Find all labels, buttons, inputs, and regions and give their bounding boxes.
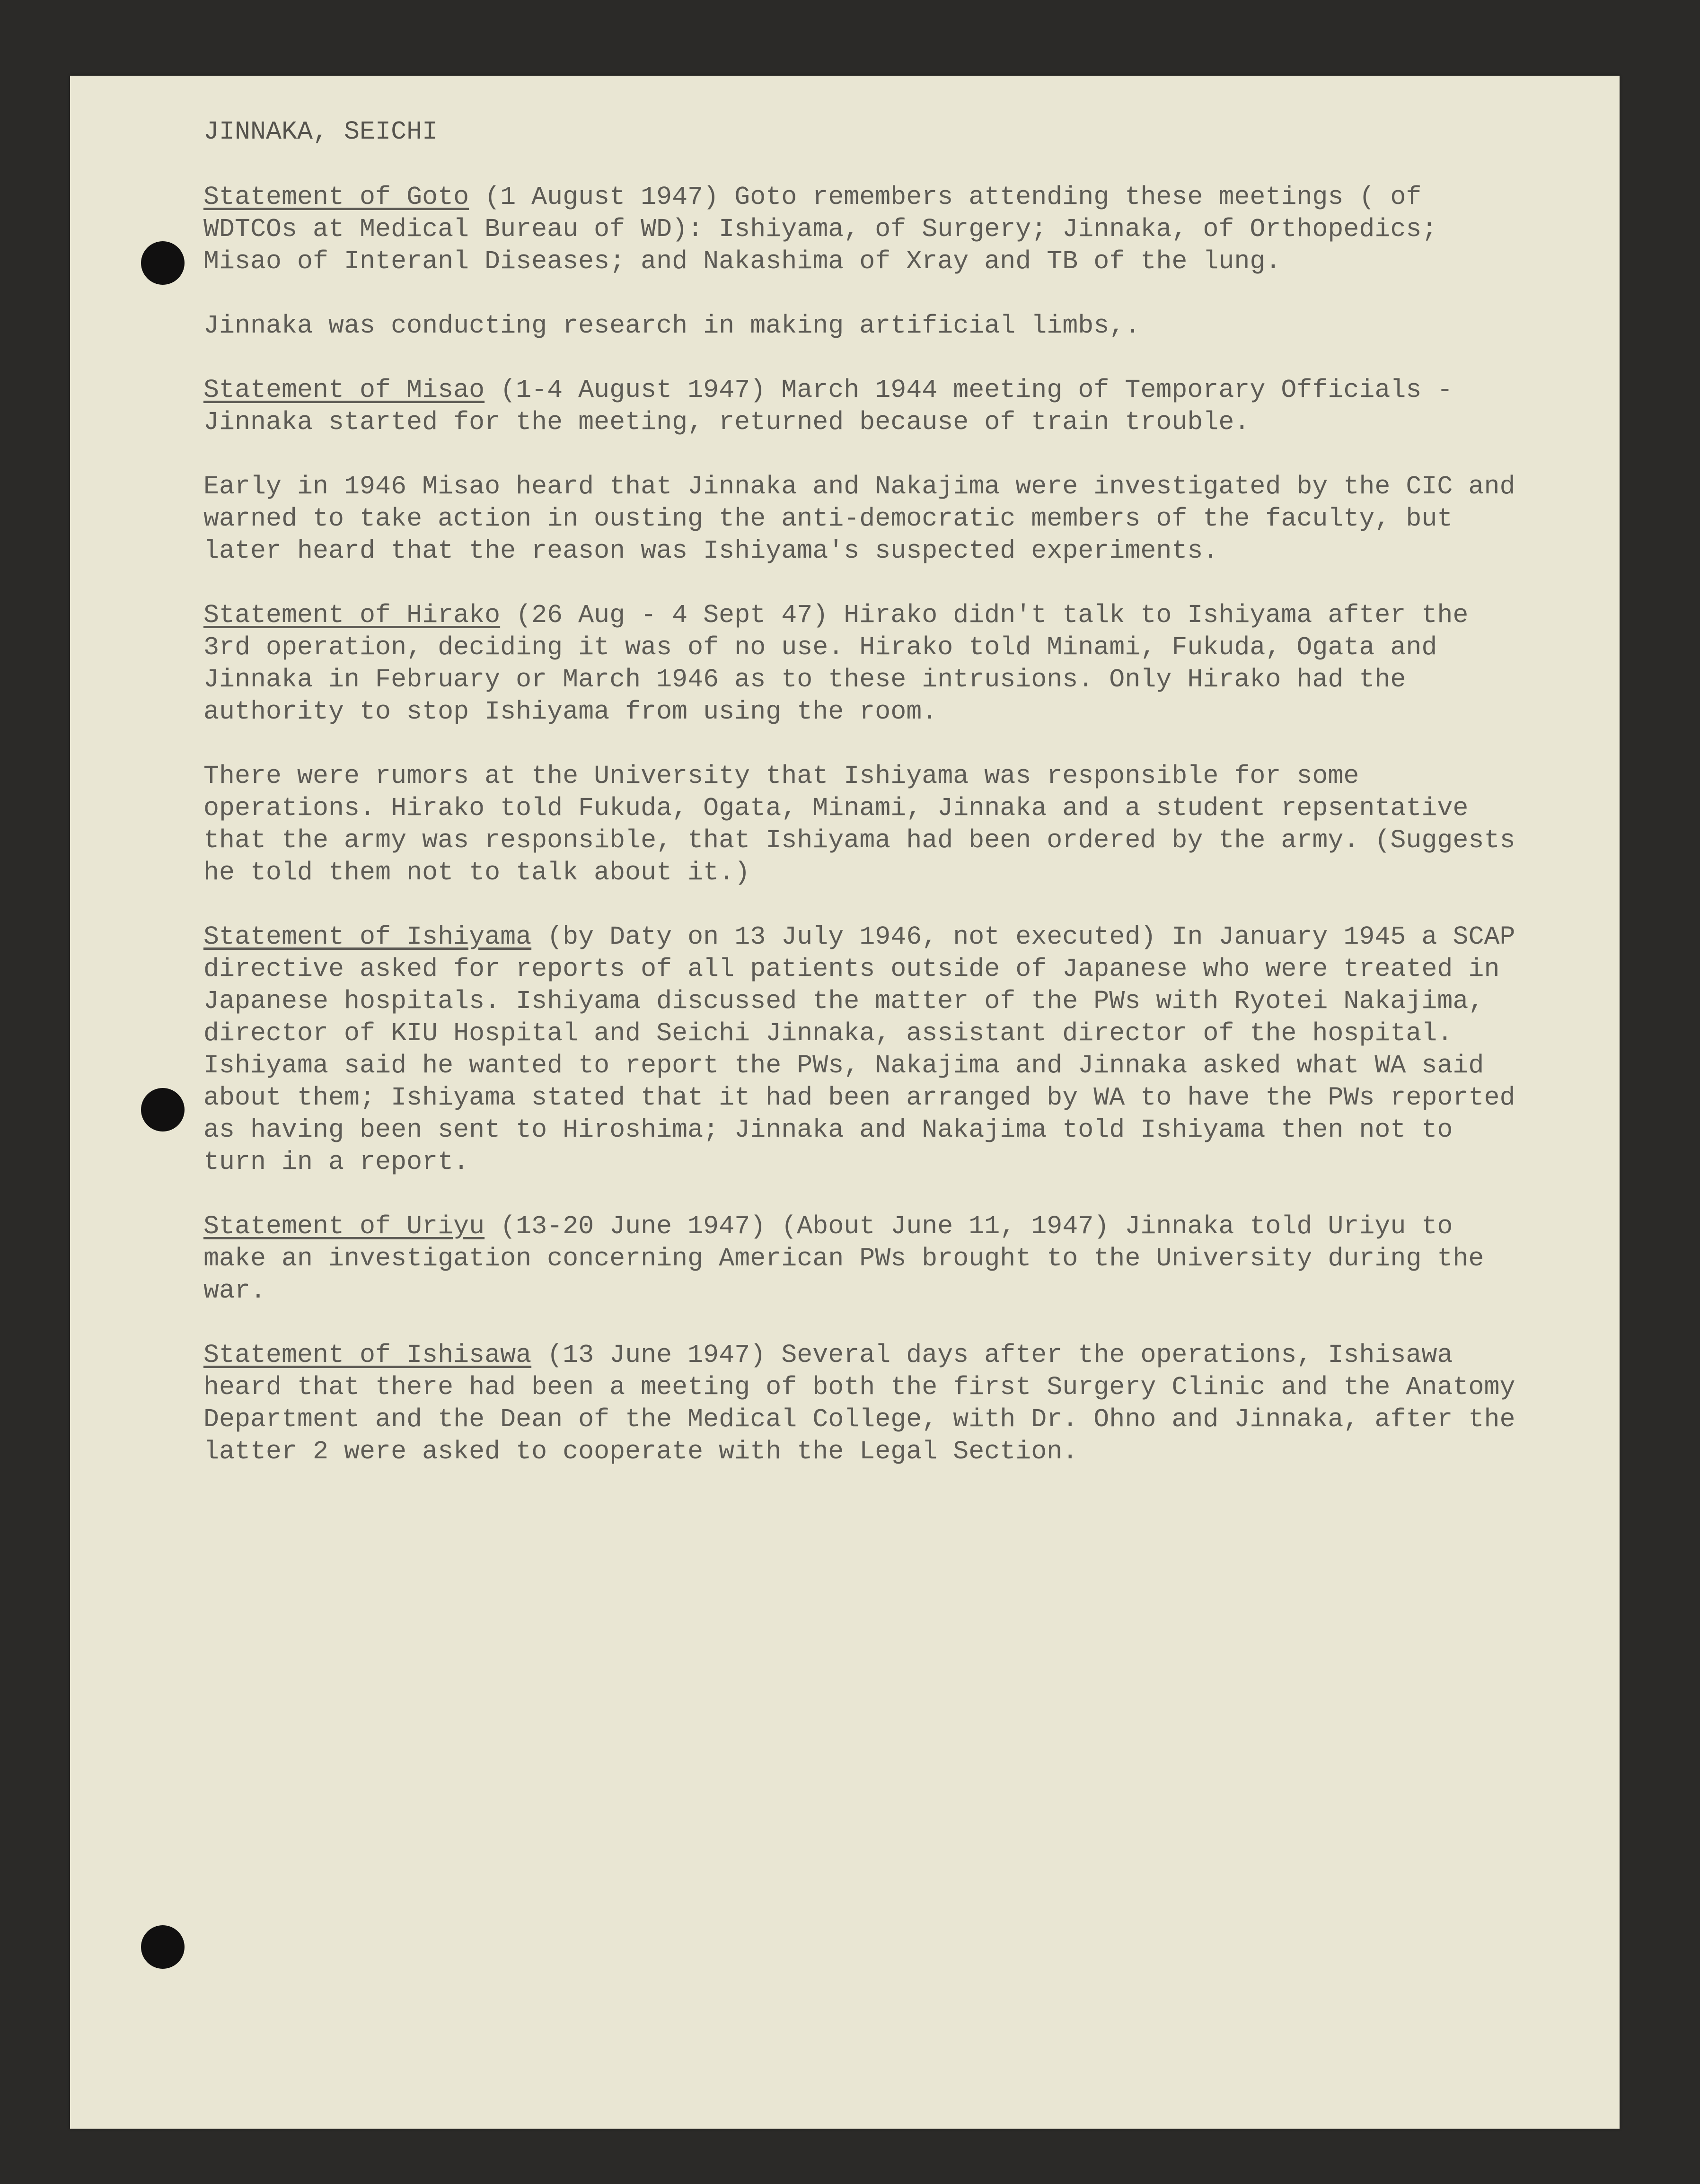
statement-label: Statement of Ishisawa [203,1340,532,1370]
paragraph-ishiyama [203,921,1528,1178]
paragraph-misao [203,374,1528,439]
paragraph-text: (26 Aug - 4 Sept 47) Hirako didn't talk to Ishiyama after the 3rd operation, deciding it was of no use. Hirako told Minami, Fukuda, Ogata and Jinnaka in February or March 1946 as to these intrusions. Only Hirako had the authority to stop Ishiyama from using the room. [203,600,1469,727]
paragraph-text: (13 June 1947) Several days after the operations, Ishisawa heard that there had been a meeting of both the first Surgery Clinic and the Anatomy Department and the Dean of the Medical College, with Dr. Ohno and Jinnaka, after the latter 2 were asked to cooperate with the Legal Section. [203,1340,1515,1466]
paragraph-uriyu [203,1210,1528,1307]
paragraph-text: (by Daty on 13 July 1946, not executed) In January 1945 a SCAP directive asked for reports of all patients outside of Japanese who were treated in Japanese hospitals. Ishiyama discussed the matter of the PWs with Ryotei Nakajima, director of KIU Hospital and Seichi Jinnaka, assistant director of the hospital. Ishiyama said he wanted to report the PWs, Nakajima and Jinnaka asked what WA said about them; Ishiyama stated that it had been arranged by WA to have the PWs reported as having been sent to Hiroshima; Jinnaka and Nakajima told Ishiyama then not to turn in a report. [203,922,1515,1177]
paragraph-research [203,310,1528,342]
paragraph-hirako [203,599,1528,728]
typed-text-block [203,116,1528,1500]
paragraph-goto [203,181,1528,278]
paragraph-ishisawa [203,1339,1528,1468]
statement-label: Statement of Uriyu [203,1211,485,1241]
paragraph-text: There were rumors at the University that Ishiyama was responsible for some operations. Hirako told Fukuda, Ogata, Minami, Jinnaka and a student repsentative that the army was responsible, that Ishiyama had been ordered by the army. (Suggests he told them not to talk about it.) [203,761,1515,887]
paragraph-text: Jinnaka was conducting research in making artificial limbs,. [203,311,1141,341]
punch-hole [141,241,185,285]
punch-hole [141,1088,185,1131]
paragraph-text: (1 August 1947) Goto remembers attending these meetings ( of WDTCOs at Medical Bureau of WD): Ishiyama, of Surgery; Jinnaka, of Orthopedics; Misao of Interanl Diseases; and Nakashima of Xray and TB of the lung. [203,182,1437,276]
paragraph-rumors [203,760,1528,889]
document-heading: JINNAKA, SEICHI [203,117,438,147]
statement-label: Statement of Misao [203,375,485,405]
paragraph-cic [203,471,1528,567]
paragraph-text: (13-20 June 1947) (About June 11, 1947) Jinnaka told Uriyu to make an investigation concerning American PWs brought to the University during the war. [203,1211,1484,1306]
punch-hole [141,1925,185,1969]
paragraph-text: Early in 1946 Misao heard that Jinnaka and Nakajima were investigated by the CIC and warned to take action in ousting the anti-democratic members of the faculty, but later heard that the reason was Ishiyama's suspected experiments. [203,472,1515,566]
statement-label: Statement of Goto [203,182,469,212]
statement-label: Statement of Ishiyama [203,922,532,952]
statement-label: Statement of Hirako [203,600,501,630]
paragraph-text: (1-4 August 1947) March 1944 meeting of Temporary Officials - Jinnaka started for the meeting, returned because of train trouble. [203,375,1453,437]
